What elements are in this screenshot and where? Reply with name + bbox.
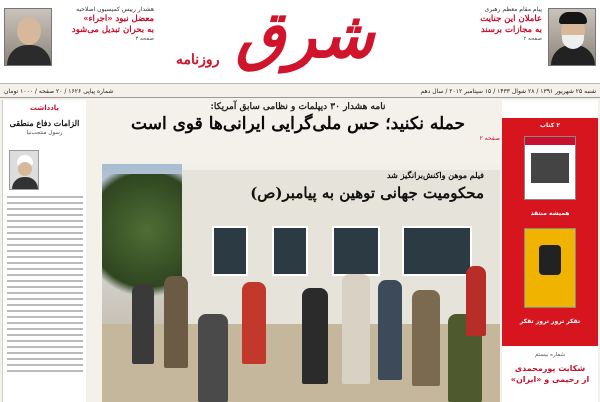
- dateline-issue: شماره پیاپی ۱۶۲۶ / ۲۰ صفحه / ۱۰۰۰ تومان: [4, 88, 114, 95]
- photo-caption-kicker: فیلم موهن واکنش‌برانگیز شد: [386, 170, 484, 180]
- book-promo-panel[interactable]: [502, 118, 598, 346]
- feature-title2: از رحیمی و «ایران»: [510, 375, 590, 384]
- feature-kicker: شماره بیستم: [534, 352, 566, 358]
- broken-window: [332, 226, 380, 276]
- main-story[interactable]: [90, 100, 506, 402]
- protester-figure: [242, 282, 266, 364]
- dateline-date: شنبه ۲۵ شهریور ۱۳۹۱ / ۲۸ شوال ۱۴۳۳ / ۱۵ سپتامبر ۲۰۱۲ / سال دهم: [420, 88, 596, 95]
- ground: [102, 324, 500, 402]
- right-teaser-kicker: پیام مقام معظم رهبری: [484, 6, 542, 13]
- protester-figure: [198, 314, 228, 402]
- book-cover-1: [524, 136, 576, 200]
- column-title: الزامات دفاع منطقی: [9, 118, 80, 128]
- book-cover-2: [524, 228, 576, 308]
- column-body-text: [7, 196, 83, 376]
- protester-figure: [466, 266, 486, 336]
- sidebar-right: [502, 100, 598, 402]
- left-teaser-title: معضل نبود «اجراء»: [83, 14, 154, 24]
- lead-photo: [102, 164, 500, 402]
- headline-page-ref: صفحه ۲: [479, 135, 500, 142]
- dateline: [0, 86, 600, 98]
- masthead: [0, 0, 600, 84]
- protester-figure: [132, 284, 154, 364]
- newspaper-logo[interactable]: [170, 2, 440, 74]
- broken-window: [402, 226, 472, 276]
- left-teaser-title2: به بحران تبدیل می‌شود: [71, 25, 154, 35]
- logo-sub: روزنامه: [176, 52, 220, 68]
- book-title-1: همیشه منتقد: [530, 210, 570, 217]
- broken-window: [272, 226, 308, 276]
- author-photo: [9, 150, 39, 190]
- right-teaser-title: عاملان این جنایت: [480, 14, 542, 24]
- book-promo-label: ۲ کتاب: [540, 122, 560, 129]
- protester-figure: [342, 274, 370, 384]
- protester-figure: [412, 290, 440, 386]
- photo-caption: محکومیت جهانی توهین به پیامبر(ص): [250, 184, 484, 202]
- left-teaser-kicker: هشدار رییس کمیسیون اصلاحیه: [76, 6, 154, 13]
- protester-figure: [378, 280, 402, 380]
- column-label: یادداشت: [29, 104, 60, 112]
- headline-kicker: نامه هشدار ۳۰ دیپلمات و نظامی سابق آمریکا:: [210, 102, 386, 112]
- book-title-2: تقکر ترور تروز تقکر: [519, 318, 581, 325]
- official-portrait: [4, 8, 52, 66]
- logo-word: شرق: [235, 0, 375, 73]
- left-teaser-page: صفحه ۳: [135, 36, 154, 42]
- feature-title: شکایت پورمحمدی: [514, 364, 586, 373]
- sidebar-left[interactable]: [2, 100, 86, 402]
- right-teaser-page: صفحه ۲: [523, 36, 542, 42]
- right-teaser-title2: به مجازات برسند: [480, 25, 542, 35]
- masthead-right-teaser[interactable]: [450, 4, 596, 80]
- column-author: رسول منتجب‌نیا: [26, 130, 63, 136]
- protester-figure: [164, 276, 188, 368]
- main-headline: حمله نکنید؛ حس ملی‌گرایی ایرانی‌ها قوی است: [131, 114, 465, 134]
- leader-portrait: [548, 8, 596, 66]
- feature-teaser[interactable]: [502, 350, 598, 402]
- masthead-left-teaser[interactable]: [4, 4, 154, 80]
- broken-window: [212, 226, 248, 276]
- protester-figure: [302, 288, 328, 384]
